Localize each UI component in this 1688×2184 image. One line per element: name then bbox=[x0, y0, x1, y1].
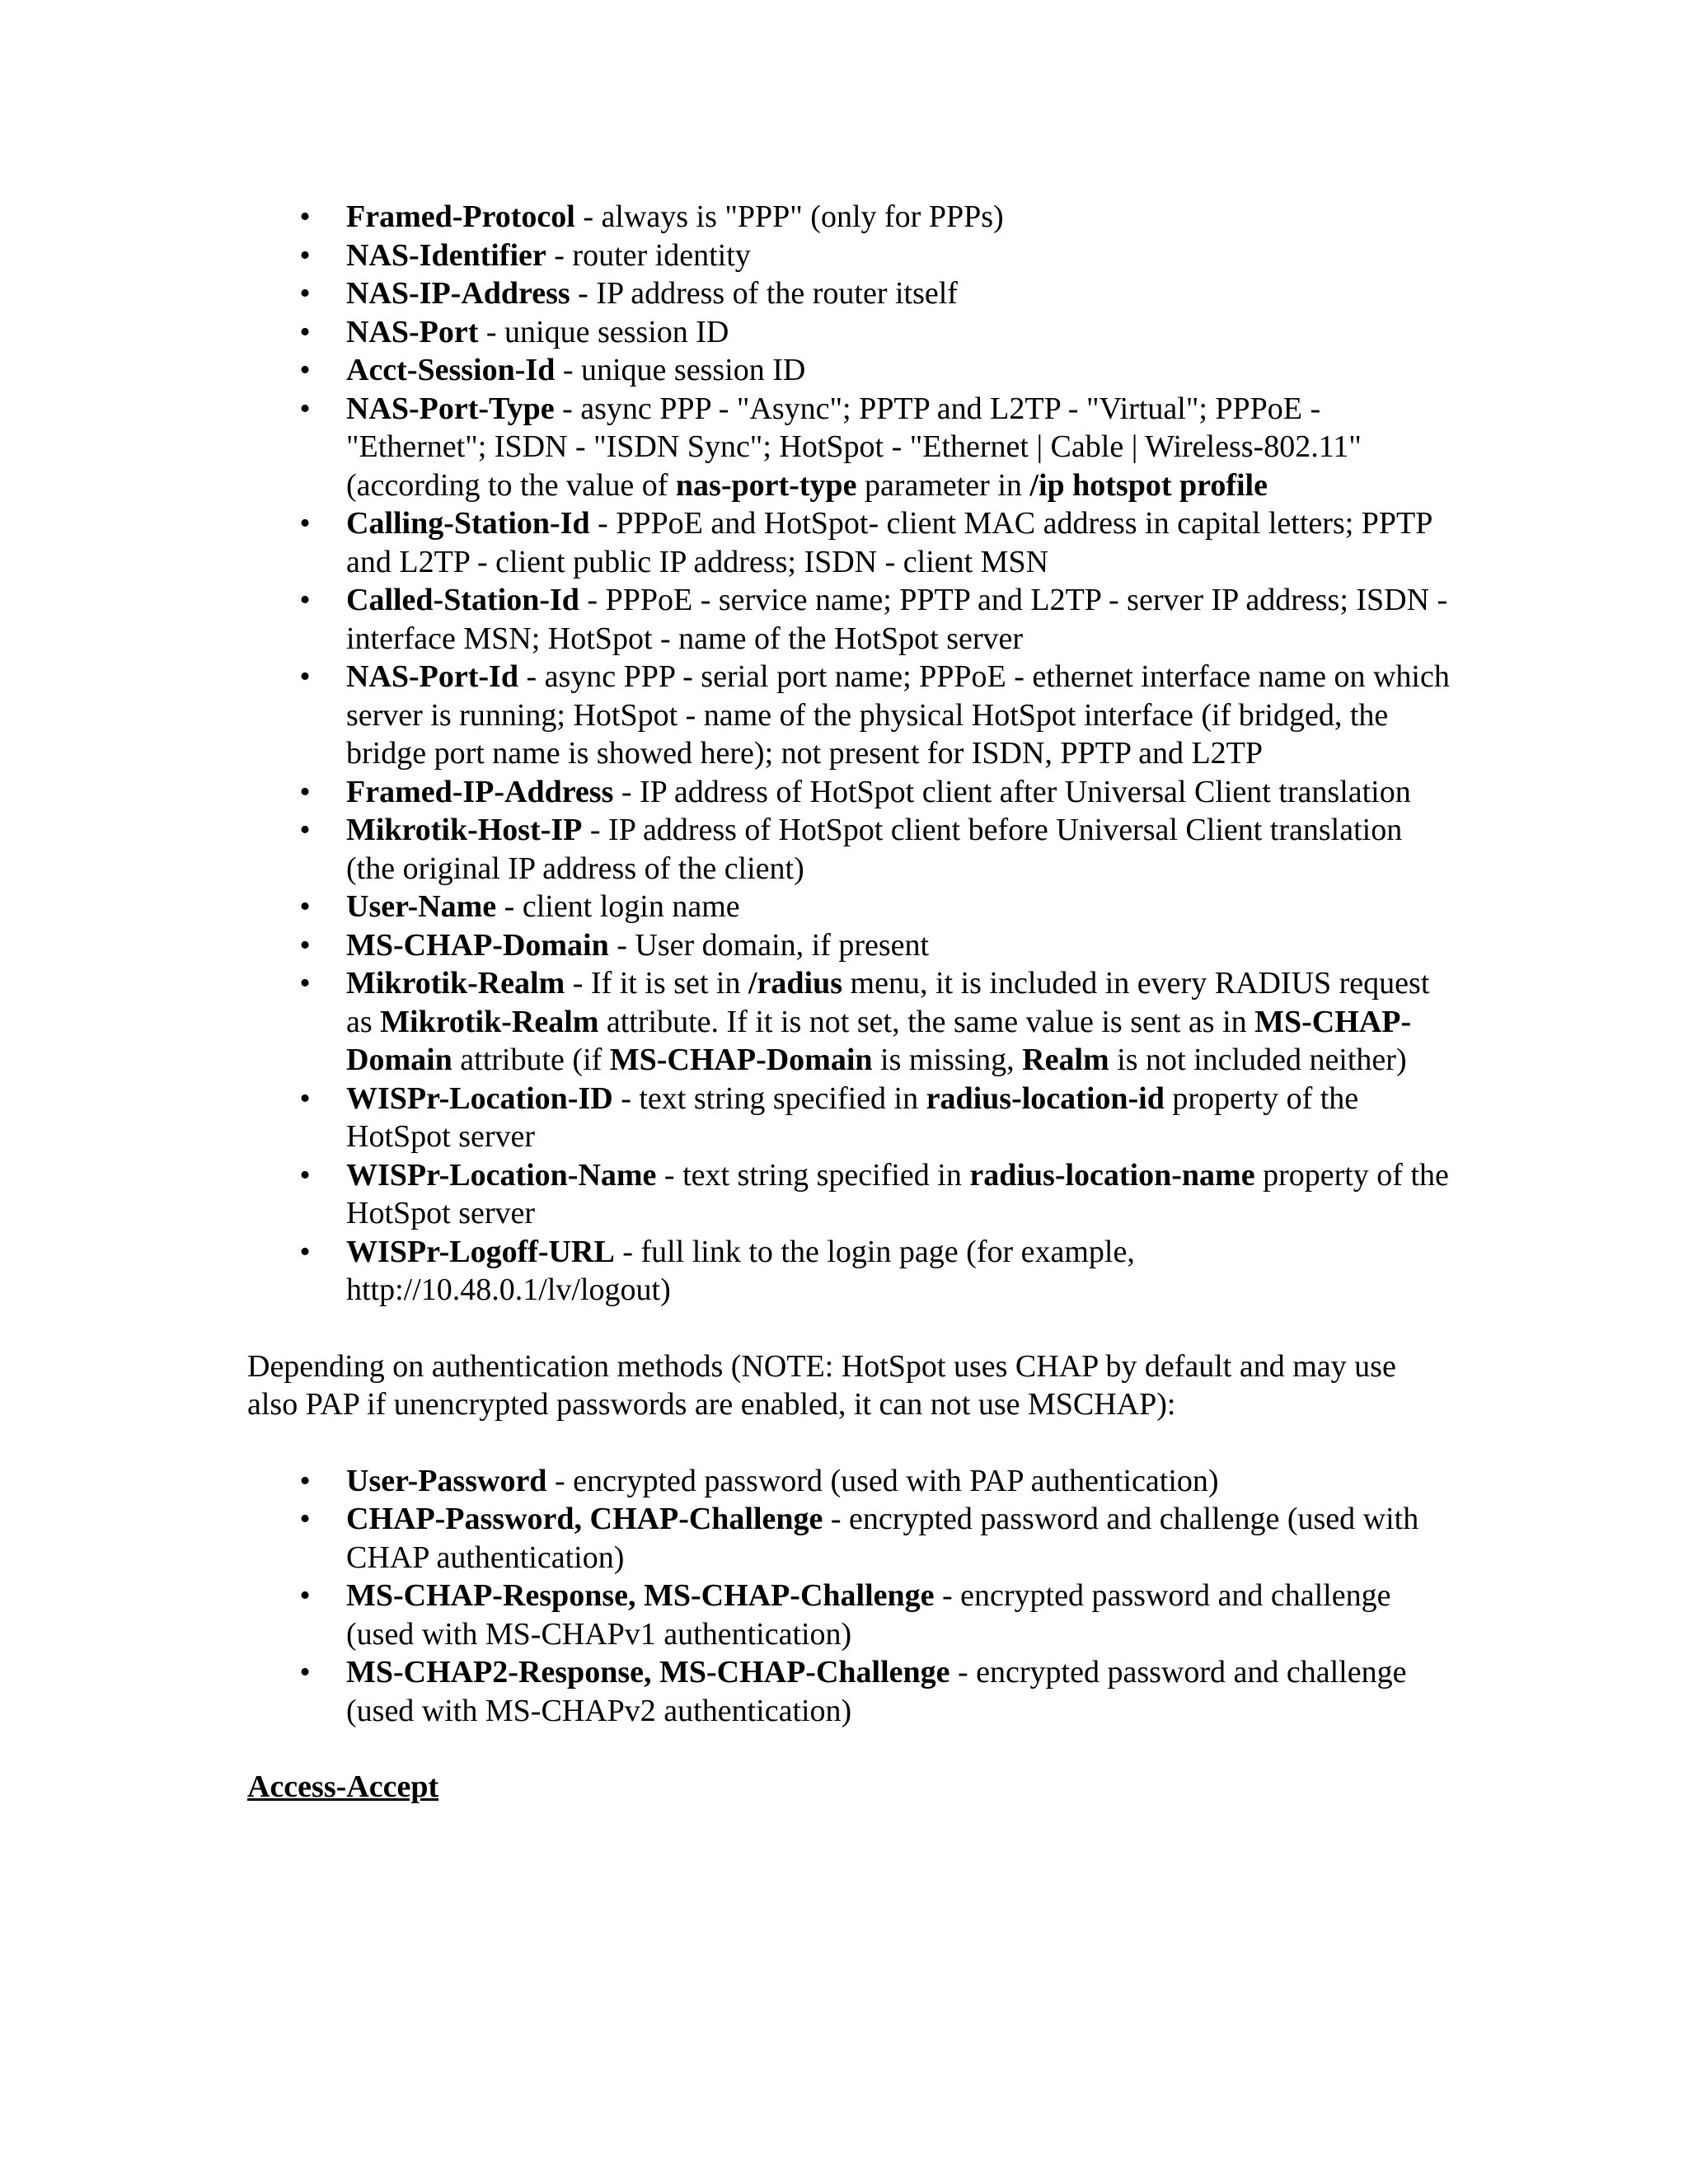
attribute-description: is missing, bbox=[872, 1043, 1023, 1077]
attribute-description: - text string specified in bbox=[656, 1157, 970, 1193]
attribute-description: - always is "PPP" (only for PPPs) bbox=[574, 199, 1004, 234]
bullet-icon: • bbox=[299, 813, 311, 847]
attribute-description: - PPPoE and HotSpot- client MAC address in capital letters; PPTP and L2TP - client public IP address; ISDN - client MSN bbox=[346, 506, 1432, 579]
bold-keyword: radius-location-id bbox=[926, 1080, 1165, 1116]
bold-keyword: Realm bbox=[1022, 1043, 1109, 1077]
bullet-icon: • bbox=[299, 1655, 311, 1690]
attribute-term: User-Name bbox=[346, 889, 497, 924]
bullet-icon: • bbox=[299, 1157, 311, 1193]
bold-keyword: Mikrotik-Realm bbox=[380, 1004, 599, 1039]
attribute-term: Framed-IP-Address bbox=[346, 774, 614, 809]
attribute-term: NAS-Port-Id bbox=[346, 659, 518, 694]
attribute-description: - full link to the login page (for example, http://10.48.0.1/lv/logout) bbox=[346, 1234, 1135, 1307]
attribute-term: NAS-Identifier bbox=[346, 237, 546, 273]
bullet-icon: • bbox=[299, 276, 311, 311]
attribute-description: - encrypted password and challenge (used with CHAP authentication) bbox=[346, 1502, 1419, 1575]
attribute-term: CHAP-Password, CHAP-Challenge bbox=[346, 1502, 823, 1536]
document-page bbox=[247, 198, 1451, 1807]
attribute-list-item bbox=[247, 198, 1451, 237]
attribute-term: MS-CHAP2-Response, MS-CHAP-Challenge bbox=[346, 1655, 950, 1690]
attribute-list-item bbox=[247, 274, 1451, 313]
attribute-description: - text string specified in bbox=[612, 1080, 926, 1116]
bold-keyword: MS-CHAP-Domain bbox=[609, 1043, 873, 1077]
attribute-description: - async PPP - "Async"; PPTP and L2TP - "Virtual"; PPPoE - "Ethernet"; ISDN - "ISDN Sync"; HotSpot - "Ethernet | Cable | Wireless-802.11" (according to the value of bbox=[346, 391, 1362, 503]
attribute-term: Called-Station-Id bbox=[346, 583, 579, 617]
attribute-list-item bbox=[247, 658, 1451, 773]
attribute-term: NAS-Port-Type bbox=[346, 391, 555, 426]
attribute-list-item bbox=[247, 313, 1451, 352]
auth-methods-list bbox=[247, 1462, 1451, 1731]
attribute-list-item bbox=[247, 237, 1451, 275]
attribute-list-item bbox=[247, 964, 1451, 1080]
bold-keyword: nas-port-type bbox=[675, 467, 857, 503]
attribute-list bbox=[247, 198, 1451, 1310]
attribute-description: property of the HotSpot server bbox=[346, 1080, 1359, 1154]
auth-method-list-item bbox=[247, 1653, 1451, 1730]
attribute-list-item bbox=[247, 504, 1451, 581]
section-heading-access-accept: Access-Accept bbox=[247, 1769, 439, 1804]
attribute-list-item bbox=[247, 1080, 1451, 1156]
attribute-description: - client login name bbox=[496, 889, 740, 924]
attribute-list-item bbox=[247, 926, 1451, 965]
bullet-icon: • bbox=[299, 583, 311, 617]
bullet-icon: • bbox=[299, 774, 311, 809]
attribute-term: NAS-IP-Address bbox=[346, 276, 570, 311]
attribute-description: menu, it is included in every RADIUS request as bbox=[346, 966, 1430, 1039]
attribute-description: - encrypted password (used with PAP authentication) bbox=[546, 1463, 1219, 1498]
attribute-description: parameter in bbox=[856, 467, 1030, 503]
bullet-icon: • bbox=[299, 199, 311, 234]
attribute-term: Acct-Session-Id bbox=[346, 353, 556, 387]
bullet-icon: • bbox=[299, 927, 311, 963]
attribute-term: Mikrotik-Host-IP bbox=[346, 813, 583, 847]
bold-keyword: /ip hotspot profile bbox=[1029, 467, 1268, 503]
attribute-description: - unique session ID bbox=[555, 353, 806, 387]
attribute-term: WISPr-Location-ID bbox=[346, 1080, 613, 1116]
attribute-description: property of the HotSpot server bbox=[346, 1157, 1449, 1230]
attribute-term: Mikrotik-Realm bbox=[346, 966, 565, 1001]
attribute-term: MS-CHAP-Response, MS-CHAP-Challenge bbox=[346, 1578, 935, 1613]
bullet-icon: • bbox=[299, 1234, 311, 1269]
attribute-list-item bbox=[247, 1233, 1451, 1310]
bold-keyword: /radius bbox=[748, 966, 843, 1001]
bullet-icon: • bbox=[299, 391, 311, 426]
attribute-description: - User domain, if present bbox=[608, 927, 930, 963]
attribute-description: - async PPP - serial port name; PPPoE - ethernet interface name on which server is running; HotSpot - name of the physical HotSpot interface (if bridged, the bridge port name is showed here); not present for ISDN, PPTP and L2TP bbox=[346, 659, 1450, 771]
bullet-icon: • bbox=[299, 659, 311, 694]
bullet-icon: • bbox=[299, 966, 311, 1001]
attribute-description: is not included neither) bbox=[1109, 1043, 1407, 1077]
attribute-description: - PPPoE - service name; PPTP and L2TP - server IP address; ISDN - interface MSN; HotSpot - name of the HotSpot server bbox=[346, 583, 1448, 656]
attribute-list-item bbox=[247, 390, 1451, 505]
bold-keyword: radius-location-name bbox=[969, 1157, 1255, 1193]
bullet-icon: • bbox=[299, 353, 311, 387]
bullet-icon: • bbox=[299, 1502, 311, 1536]
attribute-description: - IP address of HotSpot client before Universal Client translation (the original IP address of the client) bbox=[346, 813, 1403, 886]
attribute-list-item bbox=[247, 581, 1451, 658]
attribute-term: MS-CHAP-Domain bbox=[346, 927, 609, 963]
attribute-description: attribute. If it is not set, the same value is sent as in bbox=[598, 1004, 1255, 1039]
bold-keyword: MS-CHAP-Domain bbox=[346, 1004, 1412, 1077]
attribute-list-item bbox=[247, 888, 1451, 926]
bullet-icon: • bbox=[299, 889, 311, 924]
attribute-list-item bbox=[247, 811, 1451, 888]
attribute-term: Framed-Protocol bbox=[346, 199, 575, 234]
attribute-description: attribute (if bbox=[452, 1043, 610, 1077]
attribute-term: User-Password bbox=[346, 1463, 547, 1498]
attribute-description: - encrypted password and challenge (used with MS-CHAPv2 authentication) bbox=[346, 1655, 1407, 1728]
attribute-description: - encrypted password and challenge (used with MS-CHAPv1 authentication) bbox=[346, 1578, 1391, 1652]
auth-method-list-item bbox=[247, 1577, 1451, 1653]
attribute-term: Calling-Station-Id bbox=[346, 506, 590, 541]
attribute-term: WISPr-Logoff-URL bbox=[346, 1234, 615, 1269]
bullet-icon: • bbox=[299, 1578, 311, 1613]
attribute-term: WISPr-Location-Name bbox=[346, 1157, 657, 1193]
bullet-icon: • bbox=[299, 1463, 311, 1498]
auth-methods-paragraph: Depending on authentication methods (NOTE: HotSpot uses CHAP by default and may use also PAP if unencrypted passwords are enabled, it can not use MSCHAP): bbox=[247, 1348, 1396, 1422]
attribute-list-item bbox=[247, 1156, 1451, 1233]
attribute-description: - unique session ID bbox=[478, 314, 729, 349]
attribute-list-item bbox=[247, 773, 1451, 812]
attribute-description: - If it is set in bbox=[565, 966, 748, 1001]
attribute-term: NAS-Port bbox=[346, 314, 479, 349]
auth-method-list-item bbox=[247, 1462, 1451, 1501]
auth-method-list-item bbox=[247, 1500, 1451, 1577]
bullet-icon: • bbox=[299, 237, 311, 273]
attribute-list-item bbox=[247, 351, 1451, 390]
attribute-description: - router identity bbox=[546, 237, 751, 273]
attribute-description: - IP address of HotSpot client after Universal Client translation bbox=[613, 774, 1411, 809]
bullet-icon: • bbox=[299, 506, 311, 541]
attribute-description: - IP address of the router itself bbox=[570, 276, 958, 311]
bullet-icon: • bbox=[299, 1080, 311, 1116]
bullet-icon: • bbox=[299, 314, 311, 349]
